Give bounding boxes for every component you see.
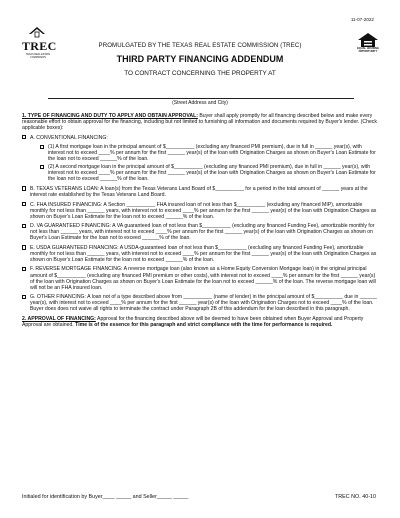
checkbox-a1[interactable] <box>40 145 44 149</box>
house-roof-icon <box>29 27 45 38</box>
section-2 <box>22 316 380 328</box>
section-1 <box>22 113 380 131</box>
option-g <box>22 294 380 312</box>
option-a1 <box>22 144 380 162</box>
option-g-does: does <box>44 306 57 313</box>
form-subtitle: TO CONTRACT CONCERNING THE PROPERTY AT <box>124 70 276 77</box>
checkbox-c[interactable] <box>22 202 26 206</box>
form-title: THIRD PARTY FINANCING ADDENDUM <box>116 54 284 64</box>
option-a1-text: (1) A first mortgage loan in the principal amount of $__________ (excluding any financed PMI premium), due in full in ______ year(s), with interest not to exceed ____% per annum for the first ______ year(s) of the loan with Origination Charges as shown on Buyer's Loan Estimate for the loan not to exceed ______% of the loan. <box>48 144 376 163</box>
section-2-text: Approval for the financing described above will be deemed to have been obtained when Buyer Approval and Property Approval are obtained. <box>22 315 364 328</box>
option-b <box>22 186 380 198</box>
option-d <box>22 223 380 241</box>
option-g-text: G. OTHER FINANCING: A loan not of a type described above from __________ (name of lender) in the principal amount of $__________ due in ______ year(s), with interest not to exceed ____% per annum for the first ______ year(s) of the loan with Origination Charges not to exceed ____% of the loan. Buyer <box>30 294 377 313</box>
address-field[interactable] <box>48 98 354 99</box>
section-1-heading: 1. TYPE OF FINANCING AND DUTY TO APPLY AND OBTAIN APPROVAL: <box>22 113 198 119</box>
promulgated-line: PROMULGATED BY THE TEXAS REAL ESTATE COMMISSION (TREC) <box>98 42 302 49</box>
option-a-label: A. CONVENTIONAL FINANCING: <box>30 134 108 141</box>
checkbox-e[interactable] <box>22 245 26 249</box>
option-b-text: B. TEXAS VETERANS LOAN: A loan(s) from the Texas Veterans Land Board of $__________ for a period in the total amount of ______ years at the interest rate established by the Texas Veterans Land Board. <box>30 185 368 199</box>
checkbox-a2[interactable] <box>40 165 44 169</box>
checkbox-d[interactable] <box>22 224 26 228</box>
option-f-text: F. REVERSE MORTGAGE FINANCING: A reverse mortgage loan (also known as a Home Equity Conversion Mortgage loan) in the original principal amount of $__________ (excluding any financed PMI premium or other costs), with interest not to exceed ____% per annum for the first ______ year(s) of the loan with Origination Charges as shown on Buyer's Loan Estimate for the loan not to exceed ______% of the loan. The reverse mortgage loan <box>30 266 376 285</box>
form-body <box>22 113 380 331</box>
form-number: TREC NO. 40-10 <box>334 494 376 500</box>
logo-subtext: TEXAS REAL ESTATE COMMISSION <box>25 53 51 59</box>
checkbox-f-will-not[interactable] <box>22 267 26 271</box>
section-1-intro: Buyer shall apply promptly for all financing described below and make every reasonable effort to obtain approval for the financing, including but not limited to furnishing all information and documents required by Buyer's lender. (Check applicable boxes): <box>22 113 377 132</box>
option-a2-text: (2) A second mortgage loan in the principal amount of $__________ (excluding any financed PMI premium), due in full in ______ year(s), with interest not to exceed ____% per annum for the first ______ year(s) of the loan with Origination Charges as shown on Buyer's Loan Estimate for the loan not to exceed ______% of the loan. <box>48 164 376 183</box>
section-2-heading: 2. APPROVAL OF FINANCING: <box>22 315 96 322</box>
option-e <box>22 245 380 263</box>
checkbox-b[interactable] <box>22 186 26 190</box>
option-f <box>22 266 380 290</box>
initials-line: Initialed for identification by Buyer____ _____ and Seller_____ _____ <box>22 494 189 500</box>
option-f-will: will <box>368 278 376 285</box>
logo-wordmark: TREC <box>22 39 57 53</box>
option-a <box>22 135 380 141</box>
checkbox-a[interactable] <box>22 135 26 139</box>
option-f-will-not: will not be an FHA insured loan. <box>30 284 103 291</box>
checkbox-g-does-not[interactable] <box>22 295 26 299</box>
option-c-text: C. FHA INSURED FINANCING: A Section __________ FHA insured loan of not less than $__________ (excluding any financed MIP), amortizable monthly for not less than ______ years, with interest not to exceed ____% per annum for the first ______ year(s) of the loan with Origination Charges as shown on Buyer's Loan Estimate for the loan not to exceed ______% of the loan. <box>30 201 377 220</box>
option-g-does-not: does not waive all rights to terminate the contract under Paragraph 2B of this addendum for the loan described in this paragraph. <box>57 306 350 313</box>
option-e-text: E. USDA GUARANTEED FINANCING: A USDA-guaranteed loan of not less than $__________ (excluding any financed Funding Fee), amortizable monthly for not less than ______ years, with interest not to exceed ____% per annum for the first ______ year(s) of the loan with Origination Charges as shown on Buyer's Loan Estimate for the loan not to exceed ______% of the loan. <box>30 244 377 263</box>
option-c <box>22 202 380 220</box>
option-a2 <box>22 164 380 182</box>
address-caption: (Street Address and City) <box>172 100 228 106</box>
form-date: 11-07-2022 <box>350 17 374 22</box>
equal-housing-text: EQUAL HOUSING OPPORTUNITY <box>357 47 379 53</box>
option-d-text: D. VA GUARANTEED FINANCING: A VA guaranteed loan of not less than $__________ (excluding any financed Funding Fee), amortizable monthly for not less than ______ years, with interest not to exceed ____% per annum for the first ______ year(s) of the loan with Origination Charges as shown on Buyer's Loan Estimate for the loan not to exceed ______% of the loan. <box>30 223 375 242</box>
section-2-bold-text: Time is of the essence for this paragraph and strict compliance with the time for performance is required. <box>75 321 333 328</box>
